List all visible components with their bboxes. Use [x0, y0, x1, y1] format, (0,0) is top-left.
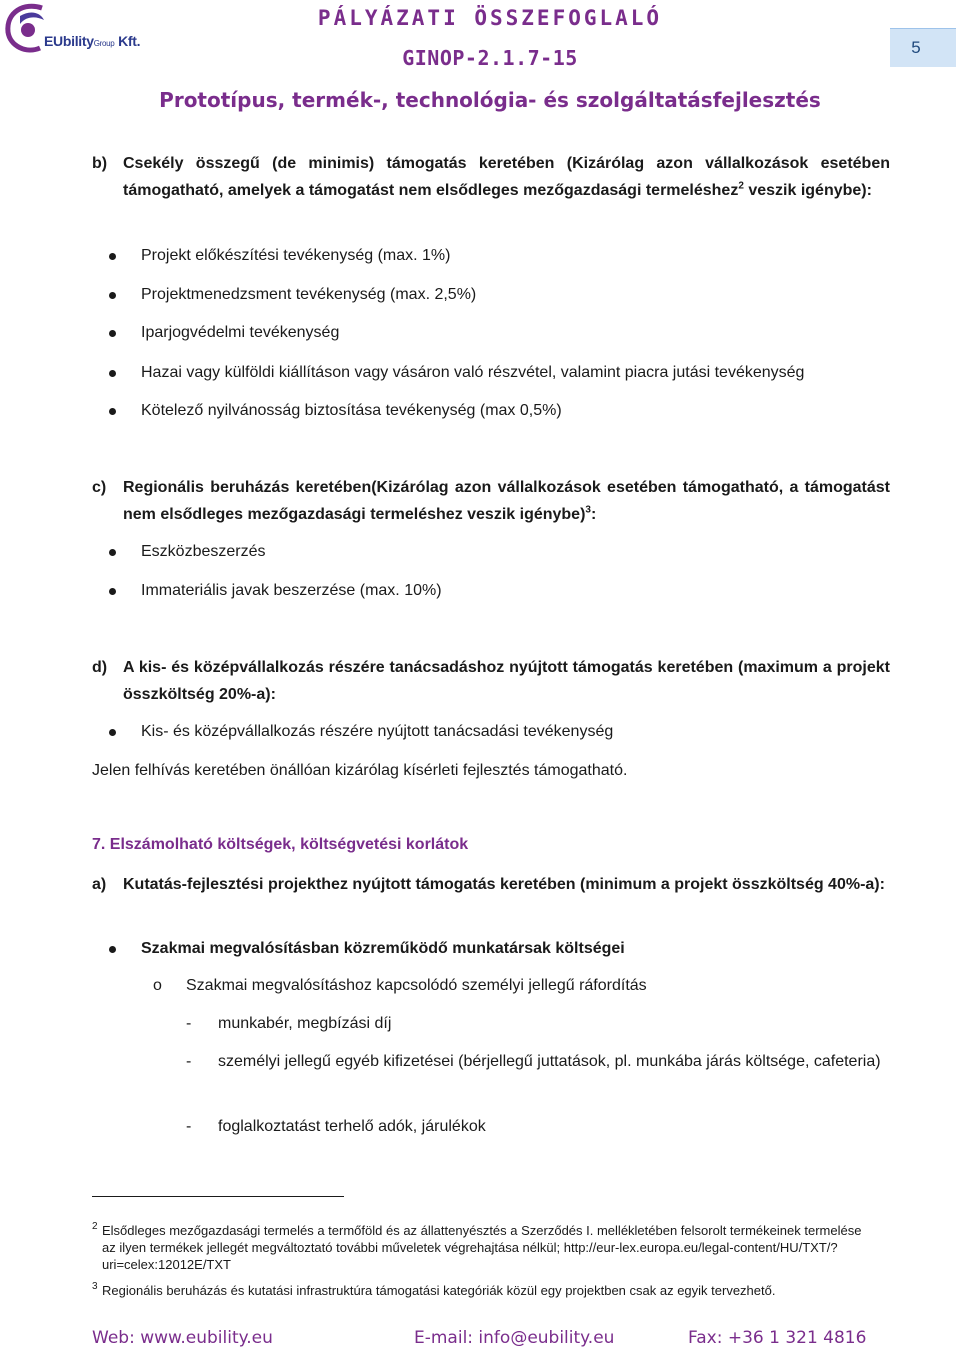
footnote — [92, 1282, 870, 1299]
note-text: Jelen felhívás keretében önállóan kizárólag kísérleti fejlesztés támogatható. — [92, 762, 628, 779]
list-item: Hazai vagy külföldi kiállításon vagy vásáron való részvétel, valamint piacra jutási tevékenység — [109, 363, 804, 383]
section-heading: 7. Elszámolható költségek, költségvetési korlátok — [92, 836, 469, 853]
logo-text: EUbilityGroup Kft. — [44, 33, 141, 49]
bullet-icon — [109, 253, 116, 260]
paragraph-text: Csekély összegű (de minimis) támogatás keretében (Kizárólag azon vállalkozások esetében támogatható, amelyek a támogatást nem elsődleges mezőgazdasági termeléshez$^2$ veszik igénybe): — [123, 155, 890, 199]
paragraph-a — [92, 871, 890, 898]
list-label: d) — [92, 659, 108, 676]
footnote-text: Elsődleges mezőgazdasági termelés a termőföld és az állattenyésztés a Szerződés I. mellékletében felsorolt termékeinek termelése az ilyen termékek jellegét megváltoztató további műveletek végrehajtása nélkül; http://eur-lex.europa.eu/legal-content/HU/TXT/?uri=celex:12012E/TXT — [102, 1223, 862, 1272]
bullet-icon — [109, 370, 116, 377]
circle-bullet-icon: o — [153, 977, 162, 994]
list-item: Kötelező nyilvánosság biztosítása tevékenység (max 0,5%) — [109, 401, 562, 421]
paragraph-c — [92, 474, 890, 528]
list-item: Projektmenedzsment tevékenység (max. 2,5%) — [109, 285, 476, 305]
document-subtitle: Prototípus, termék-, technológia- és szolgáltatásfejlesztés — [159, 88, 821, 112]
dash-marker: - — [186, 1053, 192, 1070]
footnote-ref[interactable]: 3 — [585, 504, 591, 516]
dash-item: - foglalkoztatást terhelő adók, járulékok — [186, 1114, 886, 1140]
list-item: Immateriális javak beszerzése (max. 10%) — [109, 581, 442, 601]
list-label: c) — [92, 479, 107, 496]
footnote-number: 2 — [92, 1221, 98, 1232]
dash-item: - munkabér, megbízási díj — [186, 1011, 886, 1037]
paragraph-text: A kis- és középvállalkozás részére tanácsadáshoz nyújtott támogatás keretében (maximum a projekt összköltség 20%-a): — [123, 659, 890, 703]
bullet-icon — [109, 946, 116, 953]
paragraph-d — [92, 654, 890, 708]
bullet-icon — [109, 588, 116, 595]
bullet-icon — [109, 292, 116, 299]
footer-web-link[interactable]: Web: www.eubility.eu — [92, 1328, 273, 1348]
document-title: PÁLYÁZATI ÖSSZEFOGLALÓ — [317, 6, 663, 30]
dash-marker: - — [186, 1118, 192, 1135]
dash-marker: - — [186, 1015, 192, 1032]
page-number: 5 — [911, 38, 921, 57]
paragraph-text: Kutatás-fejlesztési projekthez nyújtott támogatás keretében (minimum a projekt összköltség 40%-a): — [123, 876, 885, 893]
footer-email-link[interactable]: E-mail: info@eubility.eu — [414, 1328, 615, 1348]
list-item: Kis- és középvállalkozás részére nyújtott tanácsadási tevékenység — [109, 722, 613, 742]
bullet-icon — [109, 330, 116, 337]
footnote — [92, 1222, 870, 1273]
footnote-ref[interactable]: 2 — [738, 180, 744, 192]
dash-item: - személyi jellegű egyéb kifizetései (bérjellegű juttatások, pl. munkába járás költsége, cafeteria) — [186, 1049, 890, 1075]
program-code: GINOP-2.1.7-15 — [402, 46, 578, 70]
bullet-icon — [109, 408, 116, 415]
sub-list-item: o Szakmai megvalósításhoz kapcsolódó személyi jellegű ráfordítás — [153, 977, 647, 994]
bullet-icon — [109, 729, 116, 736]
footnote-number: 3 — [92, 1281, 98, 1292]
footnote-separator — [92, 1196, 344, 1197]
list-item: Iparjogvédelmi tevékenység — [109, 323, 339, 343]
list-item: Szakmai megvalósításban közreműködő munkatársak költségei — [109, 939, 625, 959]
list-label: b) — [92, 155, 108, 172]
list-item: Eszközbeszerzés — [109, 542, 266, 562]
paragraph-text: Regionális beruházás keretében(Kizárólag azon vállalkozások esetében támogatható, a támogatást nem elsődleges mezőgazdasági termeléshez veszik igénybe)$^3$: — [123, 479, 890, 523]
footer-fax: Fax: +36 1 321 4816 — [688, 1328, 867, 1348]
list-item: Projekt előkészítési tevékenység (max. 1%) — [109, 246, 450, 266]
footnote-text: Regionális beruházás és kutatási infrastruktúra támogatási kategóriák közül egy projektben csak az egyik tervezhető. — [102, 1283, 776, 1298]
paragraph-b — [92, 150, 890, 204]
list-label: a) — [92, 876, 107, 893]
bullet-icon — [109, 549, 116, 556]
page-number-box — [890, 28, 956, 67]
